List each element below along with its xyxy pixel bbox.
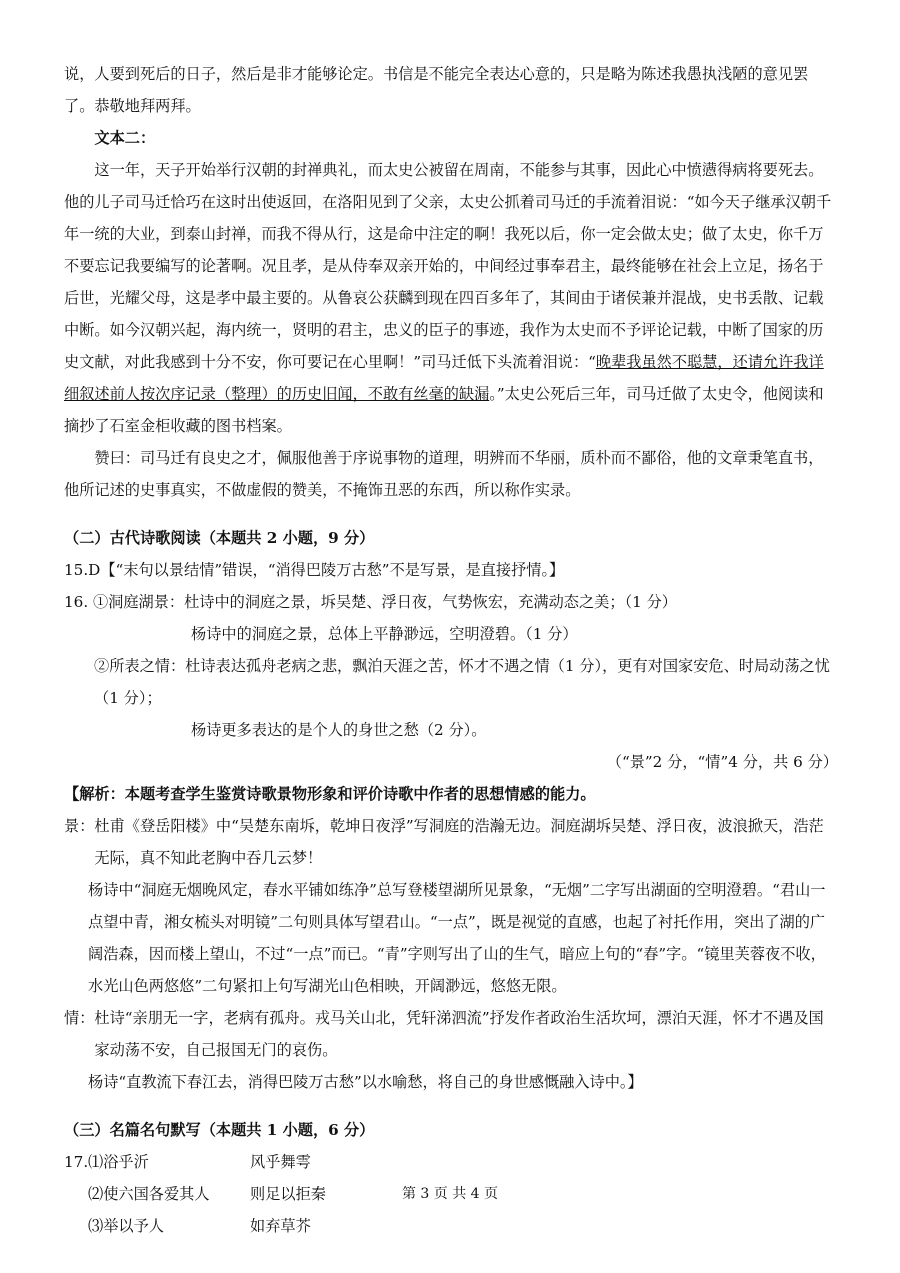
analysis-qing-2: 杨诗“直教流下春江去，消得巴陵万古愁”以水喻愁，将自己的身世感慨融入诗中。】	[88, 1073, 643, 1091]
section2-title: （二）古代诗歌阅读（本题共 2 小题，9 分）	[64, 529, 375, 547]
q17-row-3	[64, 1210, 838, 1242]
q17-row-2-a: ⑵使六国各爱其人	[88, 1185, 210, 1203]
text2-paragraph-2: 赞曰：司马迁有良史之才，佩服他善于序说事物的道理，明辨而不华丽，质朴而不鄙俗，他的文章秉笔直书，他所记述的史事真实，不做虚假的赞美，不掩饰丑恶的东西，所以称作实录。	[64, 449, 824, 499]
q16-score: （“景”2 分，“情”4 分，共 6 分）	[606, 753, 838, 771]
text1-closing-paragraph: 说，人要到死后的日子，然后是非才能够论定。书信是不能完全表达心意的，只是略为陈述我愚执浅陋的意见罢了。恭敬地拜两拜。	[64, 65, 809, 115]
section3-title: （三）名篇名句默写（本题共 1 小题，6 分）	[64, 1121, 375, 1139]
page-footer: 第 3 页 共 4 页	[401, 1186, 499, 1202]
analysis-qing-1: 情：杜诗“亲朋无一字，老病有孤舟。戎马关山北，凭轩涕泗流”抒发作者政治生活坎坷，漂泊天涯，怀才不遇及国家动荡不安，自己报国无门的哀伤。	[64, 1009, 824, 1059]
text2-p1-after: 。”太史公死后三年，司马迁做了太史令，他阅读和摘抄了石室金柜收藏的图书档案。	[64, 385, 824, 435]
q15-answer: 15.D【“末句以景结情”错误，“消得巴陵万古愁”不是写景，是直接抒情。】	[64, 561, 565, 579]
text2-p1-underlined: 晚辈我虽然不聪慧，还请允许我详细叙述前人按次序记录（整理）的历史旧闻，不敢有丝毫的缺漏	[64, 353, 824, 403]
text2-p1-before: 这一年，天子开始举行汉朝的封禅典礼，而太史公被留在周南，不能参与其事，因此心中愤懑得病将要死去。他的儿子司马迁恰巧在这时出使返回，在洛阳见到了父亲，太史公抓着司马迁的手流着泪说：“如今天子继承汉朝千年一统的大业，到泰山封禅，而我不得从行，这是命中注定的啊！我死以后，你一定会做太史；做了太史，你千万不要忘记我要编写的论著啊。况且孝，是从侍奉双亲开始的，中间经过事奉君主，最终能够在社会上立足，扬名于后世，光耀父母，这是孝中最主要的。从鲁哀公获麟到现在四百多年了，其间由于诸侯兼并混战，史书丢散、记载中断。如今汉朝兴起，海内统一，贤明的君主，忠义的臣子的事迹，我作为太史而不予评论记载，中断了国家的历史文献，对此我感到十分不安，你可要记在心里啊！”司马迁低下头流着泪说：“	[64, 161, 832, 371]
q17-row-1-a: ⑴浴乎沂	[88, 1153, 149, 1171]
q17-row-3-a: ⑶举以予人	[88, 1217, 164, 1235]
analysis-jing-2: 杨诗中“洞庭无烟晚风定，春水平铺如练净”总写登楼望湖所见景象，“无烟”二字写出湖面的空明澄碧。“君山一点望中青，湘女梳头对明镜”二句则具体写望君山。“一点”，既是视觉的直感，也起了衬托作用，突出了湖的广阔浩森，因而楼上望山，不过“一点”而已。“青”字则写出了山的生气，暗应上句的“春”字。“镜里芙蓉夜不收，水光山色两悠悠”二句紧扣上句写湖光山色相映，开阔渺远，悠悠无限。	[88, 881, 826, 995]
q16-line-2: 杨诗中的洞庭之景，总体上平静渺远，空明澄碧。（1 分）	[191, 625, 578, 643]
q16-line-1: 16. ①洞庭湖景：杜诗中的洞庭之景，坼吴楚、浮日夜，气势恢宏，充满动态之美；（1 分）	[64, 593, 677, 611]
analysis-jing-1: 景：杜甫《登岳阳楼》中“吴楚东南坼，乾坤日夜浮”写洞庭的浩瀚无边。洞庭湖坼吴楚、浮日夜，波浪掀天，浩茫无际，真不知此老胸中吞几云梦！	[64, 817, 824, 867]
q17-number: 17.	[64, 1153, 89, 1171]
q16-line-3: ②所表之情：杜诗表达孤舟老病之悲，飘泊天涯之苦，怀才不遇之情（1 分），更有对国家安危、时局动荡之忧（1 分）；	[94, 657, 830, 707]
document-page	[64, 58, 838, 1242]
q17-row-1-b: 风乎舞雩	[250, 1153, 311, 1171]
text2-paragraph-1	[64, 154, 838, 442]
q17-row-1	[64, 1146, 838, 1178]
q16-line-4: 杨诗更多表达的是个人的身世之愁（2 分）。	[191, 721, 487, 739]
q17-row-3-b: 如弃草芥	[250, 1217, 311, 1235]
analysis-heading: 【解析：本题考查学生鉴赏诗歌景物形象和评价诗歌中作者的思想情感的能力。	[64, 785, 596, 803]
text2-heading: 文本二：	[94, 129, 156, 147]
q17-row-2-b: 则足以拒秦	[250, 1185, 326, 1203]
